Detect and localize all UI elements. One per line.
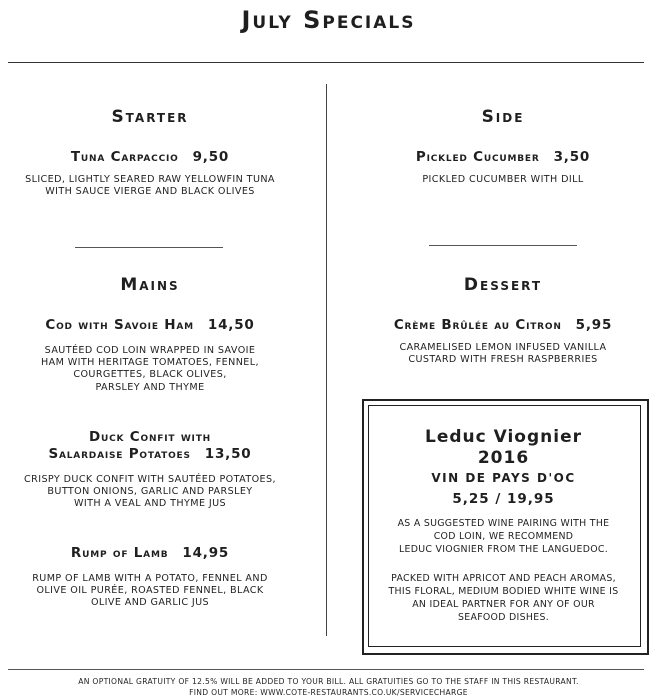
dish-price: 5,95 [575, 317, 613, 333]
mains-heading: Mains [120, 275, 180, 295]
dish-price: 14,95 [182, 545, 230, 561]
wine-text-line: THIS FLORAL, MEDIUM BODIED WHITE WINE IS [388, 586, 619, 597]
wine-text-line: COD LOIN, WE RECOMMEND [433, 531, 574, 542]
desc-line: SLICED, LIGHTLY SEARED RAW YELLOWFIN TUNA [25, 174, 275, 185]
gratuity-notice: AN OPTIONAL GRATUITY OF 12.5% WILL BE ADDED TO YOUR BILL. ALL GRATUITIES GO TO THE STAFF IN THIS RESTAURANT. [78, 677, 579, 686]
wine-subtitle: VIN DE PAYS D'OC [431, 471, 576, 485]
wine-name-text: Leduc Viognier [424, 427, 582, 447]
desc-line: PARSLEY AND THYME [95, 381, 205, 393]
dish-price: 14,50 [207, 317, 255, 333]
desc-line: OLIVE AND GARLIC JUS [90, 597, 210, 609]
dish-name: Pickled Cucumber [415, 149, 540, 165]
menu-item-creme-brulee [353, 317, 653, 334]
section-divider [75, 247, 223, 248]
top-divider [8, 62, 644, 63]
column-divider [326, 84, 327, 636]
dish-description [353, 342, 653, 366]
dish-description [353, 174, 653, 186]
desc-line: CUSTARD WITH FRESH RASPBERRIES [408, 354, 598, 366]
desc-line: CARAMELISED LEMON INFUSED VANILLA [399, 342, 607, 353]
desc-line: PICKLED CUCUMBER WITH DILL [422, 174, 584, 185]
dish-name: Cod with Savoie Ham [45, 317, 194, 333]
dish-name: Rump of Lamb [70, 545, 169, 561]
menu-item-tuna-carpaccio [0, 149, 300, 166]
dish-price: 13,50 [204, 446, 252, 462]
dish-description [0, 573, 300, 610]
desc-line: OLIVE OIL PURÉE, ROASTED FENNEL, BLACK [36, 585, 264, 597]
wine-pairing-text [368, 517, 639, 556]
footer-divider [8, 669, 644, 670]
side-heading: Side [481, 107, 525, 127]
wine-name [368, 427, 639, 469]
wine-text-line: LEDUC VIOGNIER FROM THE LANGUEDOC. [398, 544, 609, 555]
dish-name: Duck Confit with [89, 429, 211, 445]
desc-line: COURGETTES, BLACK OLIVES, [73, 369, 227, 381]
dish-name: Salardaise Potatoes [48, 446, 191, 462]
wine-text-line: SEAFOOD DISHES. [458, 612, 549, 623]
service-charge-link[interactable]: FIND OUT MORE: WWW.COTE-RESTAURANTS.CO.UK/SERVICECHARGE [189, 688, 468, 697]
wine-year: 2016 [477, 448, 530, 468]
page-title: July Specials [241, 6, 416, 34]
desc-line: WITH A VEAL AND THYME JUS [73, 498, 227, 510]
wine-description-text [368, 572, 639, 624]
desc-line: BUTTON ONIONS, GARLIC AND PARSLEY [47, 486, 253, 498]
dish-name: Crème Brûlée au Citron [393, 317, 562, 333]
menu-item-duck-confit [0, 429, 300, 463]
dish-description [0, 474, 300, 511]
section-divider [429, 245, 577, 246]
dish-price: 9,50 [192, 149, 230, 165]
dish-name: Tuna Carpaccio [70, 149, 179, 165]
starter-heading: Starter [111, 107, 189, 127]
dessert-heading: Dessert [463, 275, 543, 295]
desc-line: WITH SAUCE VIERGE AND BLACK OLIVES [45, 186, 255, 198]
menu-item-pickled-cucumber [353, 149, 653, 166]
dish-description [0, 345, 300, 394]
menu-item-rump-of-lamb [0, 545, 300, 562]
desc-line: RUMP OF LAMB WITH A POTATO, FENNEL AND [32, 573, 268, 584]
wine-text-line: AS A SUGGESTED WINE PAIRING WITH THE [397, 518, 610, 529]
dish-description [0, 174, 300, 198]
menu-item-cod-savoie-ham [0, 317, 300, 334]
wine-price: 5,25 / 19,95 [452, 491, 555, 507]
wine-text-line: AN IDEAL PARTNER FOR ANY OF OUR [412, 599, 595, 610]
desc-line: SAUTÉED COD LOIN WRAPPED IN SAVOIE [44, 345, 256, 356]
wine-text-line: PACKED WITH APRICOT AND PEACH AROMAS, [391, 573, 616, 584]
dish-price: 3,50 [553, 149, 591, 165]
desc-line: HAM WITH HERITAGE TOMATOES, FENNEL, [41, 357, 259, 369]
desc-line: CRISPY DUCK CONFIT WITH SAUTÉED POTATOES, [24, 474, 276, 485]
